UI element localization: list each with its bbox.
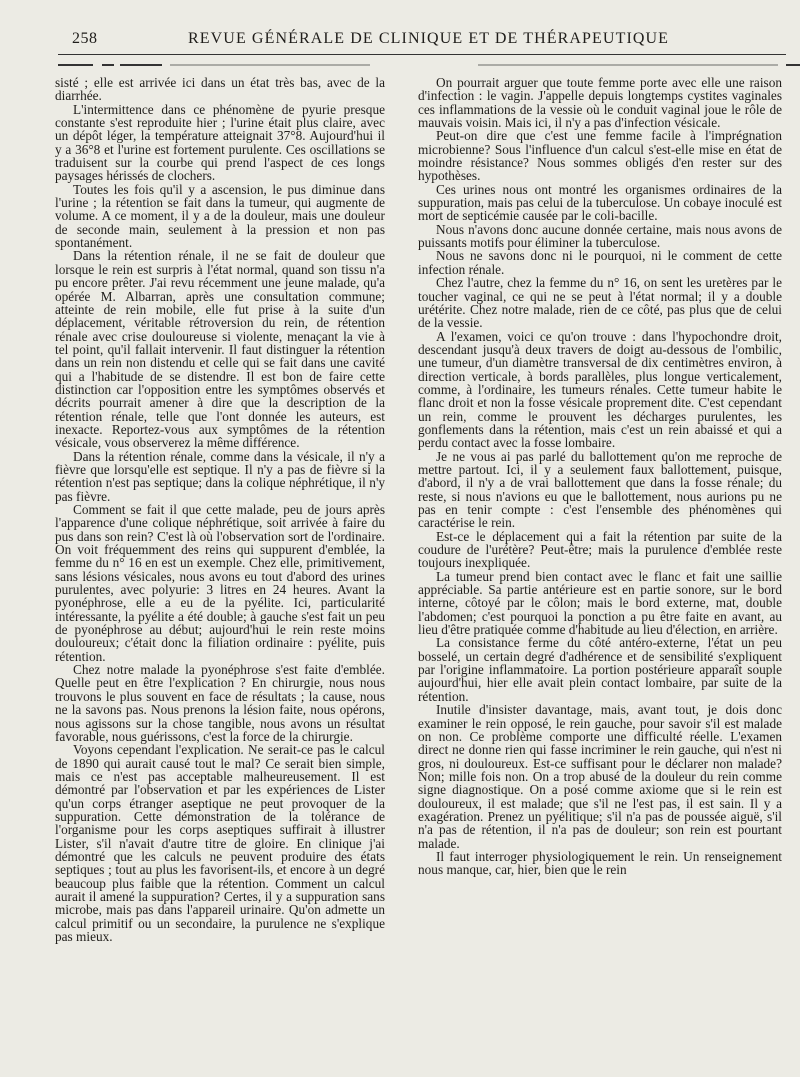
running-title: REVUE GÉNÉRALE DE CLINIQUE ET DE THÉRAPEUTIQUE [188, 30, 670, 47]
paragraph: Est-ce le déplacement qui a fait la rétention par suite de la coudure de l'urétère? Peut-être; mais la purulence d'emblée reste toujours inexpliquée. [418, 528, 782, 571]
paragraph: On pourrait arguer que toute femme porte avec elle une raison d'infection : le vagin. J'appelle depuis longtemps cystites vaginales ces inflammations de la vessie où le conduit vaginal joue le rôle de mauvais voisin. Mais ici, il n'y a pas d'infection vésicale. [418, 76, 782, 131]
paragraph: Il faut interroger physiologiquement le rein. Un renseignement nous manque, car, hier, bien que le rein [418, 848, 782, 877]
paragraph: Toutes les fois qu'il y a ascension, le pus diminue dans l'urine ; la rétention se fait dans la tumeur, qui augmente de volume. A ce moment, il y a de la douleur, mais une douleur de seconde main, seulement à la pression et non pas spontanément. [55, 181, 385, 251]
paragraph: L'intermittence dans ce phénomène de pyurie presque constante s'est reproduite hier ; l'urine était plus claire, avec un dépôt léger, la température atteignait 37°8. Aujourd'hui il y a 36°8 et l'urine est fortement purulente. Ces oscillations se traduisent sur la courbe qui prend l'aspect de ces longs paysages hérissés de clochers. [55, 101, 385, 184]
paragraph: Dans la rétention rénale, il ne se fait de douleur que lorsque le rein est surpris à l'état normal, quand son tissu n'a pu encore prêter. J'ai revu récemment une jeune malade, qu'a opérée M. Albarran, après une consultation commune; atteinte de rein mobile, elle fut prise à la suite d'un déplacement, véritable rétroversion du rein, de rétention rénale avec crise douloureuse si violente, menaçant la vie à tel point, qu'il fallait intervenir. Il faut distinguer la rétention dans un rein non distendu et celle qui se fait dans une cavité qui a l'habitude de se distendre. Il est bon de faire cette distinction car l'opposition entre les symptômes observés et décrits pourrait amener à dire que la description de la rétention rénale, telle que l'ont donnée les auteurs, est inexacte. Reportez-vous aux symptômes de la rétention vésicale, vous observerez la même différence. [55, 248, 385, 451]
paragraph: Nous ne savons donc ni le pourquoi, ni le comment de cette infection rénale. [418, 248, 782, 277]
paragraph: La tumeur prend bien contact avec le flanc et fait une saillie appréciable. Sa partie antérieure est en partie sonore, sur le bord interne, côtoyé par le côlon; mais le bord externe, mat, double l'abdomen; c'est pourquoi la ponction a pu être faite en avant, au lieu d'être pratiquée comme d'habitude au lieu d'élection, en arrière. [418, 568, 782, 638]
paragraph: Comment se fait il que cette malade, peu de jours après l'apparence d'une colique néphrétique, soit arrivée à faire du pus dans son rein? C'est là où l'observation sort de l'ordinaire. On voit fréquemment des reins qui suppurent d'emblée, la femme du n° 16 en est un exemple. Chez elle, primitivement, sans lésions vésicales, nous avons eu tout d'abord des urines purulentes, avec polyurie: 3 litres en 24 heures. Avant la pyonéphrose, elle a eu de la pyélite. Ici, particularité intéressante, la pyélite a été double; à gauche s'est fait un peu de pyonéphrose au début; aujourd'hui le rein reste moins douloureux; c'était donc la filiation ordinaire : pyélite, puis rétention. [55, 502, 385, 664]
paragraph: Inutile d'insister davantage, mais, avant tout, je dois donc examiner le rein opposé, le rein gauche, pour savoir s'il est malade on non. Ce problème comporte une difficulté réelle. L'examen direct ne donne rien qui fasse incriminer le rein gauche, qui n'est ni gros, ni douloureux. Est-ce suffisant pour le déclarer non malade? Non; mille fois non. On a trop abusé de la douleur du rein comme signe diagnostique. On a posé comme axiome que si le rein est douloureux, il est malade; que s'il ne l'est pas, il est sain. Il y a exagération. Prenez un pyélitique; s'il n'a pas de poussée aiguë, s'il n'a pas de rétention, il n'a pas de douleur; son rein est pourtant malade. [418, 702, 782, 851]
paragraph: Je ne vous ai pas parlé du ballottement qu'on me reproche de mettre partout. Ici, il y a seulement faux ballottement, puisque, d'abord, il n'y a de vrai ballottement que dans la fosse rénale; du reste, si nous n'avions eu que le ballottement, nous aurions pu ne pas en tenir compte : c'est l'ensemble des phénomènes qui caractérise le rein. [418, 448, 782, 531]
paragraph: A l'examen, voici ce qu'on trouve : dans l'hypochondre droit, descendant jusqu'à deux travers de doigt au-dessous de l'ombilic, une tumeur, d'un diamètre transversal de dix centimètres environ, à direction verticale, à bords parallèles, plus longue verticalement, comme, à l'ordinaire, les tumeurs rénales. Cette tumeur habite le flanc droit et non la fosse vésicale proprement dite. C'est cependant un rein, comme le prouvent les décharges purulentes, les gonflements dans la rétention, mais c'est un rein abaissé et qui a perdu contact avec la fosse lombaire. [418, 328, 782, 451]
paragraph: Voyons cependant l'explication. Ne serait-ce pas le calcul de 1890 qui aurait causé tout le mal? Ce serait bien simple, mais ce n'est pas acceptable malheureusement. Il est démontré par l'observation et par les expériences de Lister qu'un corps étranger aseptique ne peut provoquer de la suppuration. Cette démonstration de la tolérance de l'organisme pour les corps aseptiques suffirait à illustrer Lister, s'il n'avait d'autre titre de gloire. En clinique j'ai démontré que les calculs ne peuvent produire des états septiques ; tout au plus les favorisent-ils, et encore à un degré beaucoup plus faible que la rétention. Comment un calcul aurait il amené la suppuration? Certes, il y a suppuration sans microbe, mais pas dans l'appareil urinaire. Qu'on admette un calcul primitif ou un secondaire, la purulence ne s'explique pas mieux. [55, 742, 385, 944]
paragraph: Chez notre malade la pyonéphrose s'est faite d'emblée. Quelle peut en être l'explication ? En chirurgie, nous nous trouvons le plus souvent en face de résultats ; la cause, nous ne la savons pas. Nous prenons la lésion faite, nous opérons, nous agissons sur la chose tangible, nous avons un résultat favorable, nous guérissons, c'est la force de la chirurgie. [55, 662, 385, 744]
right-text-column [418, 76, 782, 877]
paragraph: La consistance ferme du côté antéro-externe, l'état un peu bosselé, un certain degré d'adhérence et de sensibilité s'expliquent par l'origine inflammatoire. La portion postérieure apparaît souple aujourd'hui, hier elle avait plein contact lombaire, par suite de la rétention. [418, 635, 782, 704]
left-text-column [55, 76, 385, 943]
page-number: 258 [72, 30, 98, 47]
paragraph: Ces urines nous ont montré les organismes ordinaires de la suppuration, mais pas celui de la tuberculose. Un cobaye inoculé est mort de septicémie causée par le coli-bacille. [418, 181, 782, 224]
page-header [58, 30, 786, 55]
paragraph: Chez l'autre, chez la femme du n° 16, on sent les uretères par le toucher vaginal, ce qui ne se peut à l'état normal; il y a double urétérite. Chez notre malade, rien de ce côté, pas plus que de celui de la vessie. [418, 275, 782, 331]
paragraph: Peut-on dire que c'est une femme facile à l'imprégnation microbienne? Sous l'influence d'un calcul s'est-elle mise en état de moindre résistance? Nous sommes obligés d'en rester sur des hypothèses. [418, 128, 782, 184]
header-ornament-rule [58, 62, 786, 68]
paragraph: Dans la rétention rénale, comme dans la vésicale, il n'y a fièvre que lorsqu'elle est septique. Il n'y a pas de fièvre si la rétention n'est pas septique; dans la colique néphrétique, il n'y pas fièvre. [55, 448, 385, 504]
paragraph: Nous n'avons donc aucune donnée certaine, mais nous avons de puissants motifs pour éliminer la tuberculose. [418, 221, 782, 251]
paragraph: sisté ; elle est arrivée ici dans un état très bas, avec de la diarrhée. [55, 75, 385, 104]
